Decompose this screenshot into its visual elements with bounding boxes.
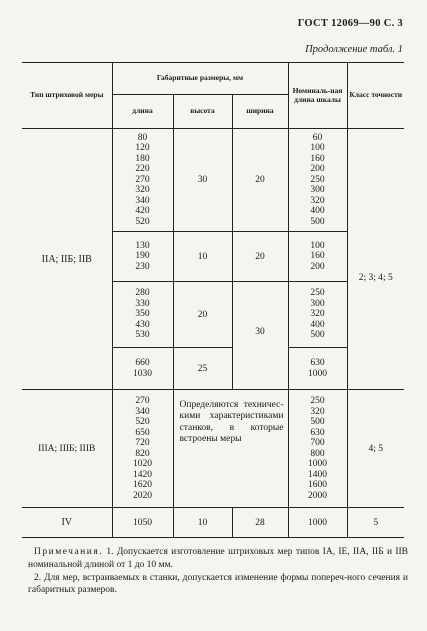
row-iv-class: 5 <box>347 508 404 538</box>
block3-nominal: 250 300 320 400 500 <box>288 282 347 348</box>
group2-description: Определяются техничес-кими характеристиками станков, в которые встроены меры <box>173 390 288 508</box>
block2-lengths: 130 190 230 <box>112 232 173 282</box>
dimensions-table <box>22 62 404 538</box>
block3-lengths: 280 330 350 430 530 <box>112 282 173 348</box>
group1-type: IIА; IIБ; IIВ <box>22 129 112 390</box>
group1-width-shared: 30 <box>232 282 288 390</box>
block4-lengths: 660 1030 <box>112 348 173 390</box>
header-length: длина <box>112 95 173 129</box>
group2-type: IIIА; IIIБ; IIIВ <box>22 390 112 508</box>
header-dims: Габаритные размеры, мм <box>112 63 288 95</box>
note-1-text: 1. Допускается изготовление штриховых мер типов IА, IЕ, IIА, IIБ и IIВ номинальной длиной от 1 до 10 мм. <box>28 547 409 570</box>
document-header: ГОСТ 12069—90 С. 3 <box>297 18 403 29</box>
row-iv-type: IV <box>22 508 112 538</box>
block4-nominal: 630 1000 <box>288 348 347 390</box>
group1-class: 2; 3; 4; 5 <box>347 129 404 390</box>
header-height: высота <box>173 95 232 129</box>
note-1 <box>28 546 408 572</box>
block1-nominal: 60 100 160 200 250 300 320 400 500 <box>288 129 347 232</box>
block2-width: 20 <box>232 232 288 282</box>
group2-nominal: 250 320 500 630 700 800 1000 1400 1600 2000 <box>288 390 347 508</box>
block1-lengths: 80 120 180 220 270 320 340 420 520 <box>112 129 173 232</box>
row-iv-length: 1050 <box>112 508 173 538</box>
notes-label: Примечания. <box>34 547 104 557</box>
group2-lengths: 270 340 520 650 720 820 1020 1420 1620 2020 <box>112 390 173 508</box>
notes-section <box>28 546 408 597</box>
header-nominal: Номиналь-ная длина шкалы <box>288 63 347 129</box>
row-iv-height: 10 <box>173 508 232 538</box>
block1-width: 20 <box>232 129 288 232</box>
block3-height: 20 <box>173 282 232 348</box>
block1-height: 30 <box>173 129 232 232</box>
block4-height: 25 <box>173 348 232 390</box>
block2-nominal: 100 160 200 <box>288 232 347 282</box>
note-2: 2. Для мер, встраиваемых в станки, допускается изменение формы попереч-ного сечения и габаритных размеров. <box>28 572 408 596</box>
header-width: ширина <box>232 95 288 129</box>
row-iv-width: 28 <box>232 508 288 538</box>
row-iv-nominal: 1000 <box>288 508 347 538</box>
header-type: Тип штриховой меры <box>22 63 112 129</box>
group2-class: 4; 5 <box>347 390 404 508</box>
header-class: Класс точности <box>347 63 404 129</box>
table-caption: Продолжение табл. 1 <box>305 44 403 55</box>
block2-height: 10 <box>173 232 232 282</box>
